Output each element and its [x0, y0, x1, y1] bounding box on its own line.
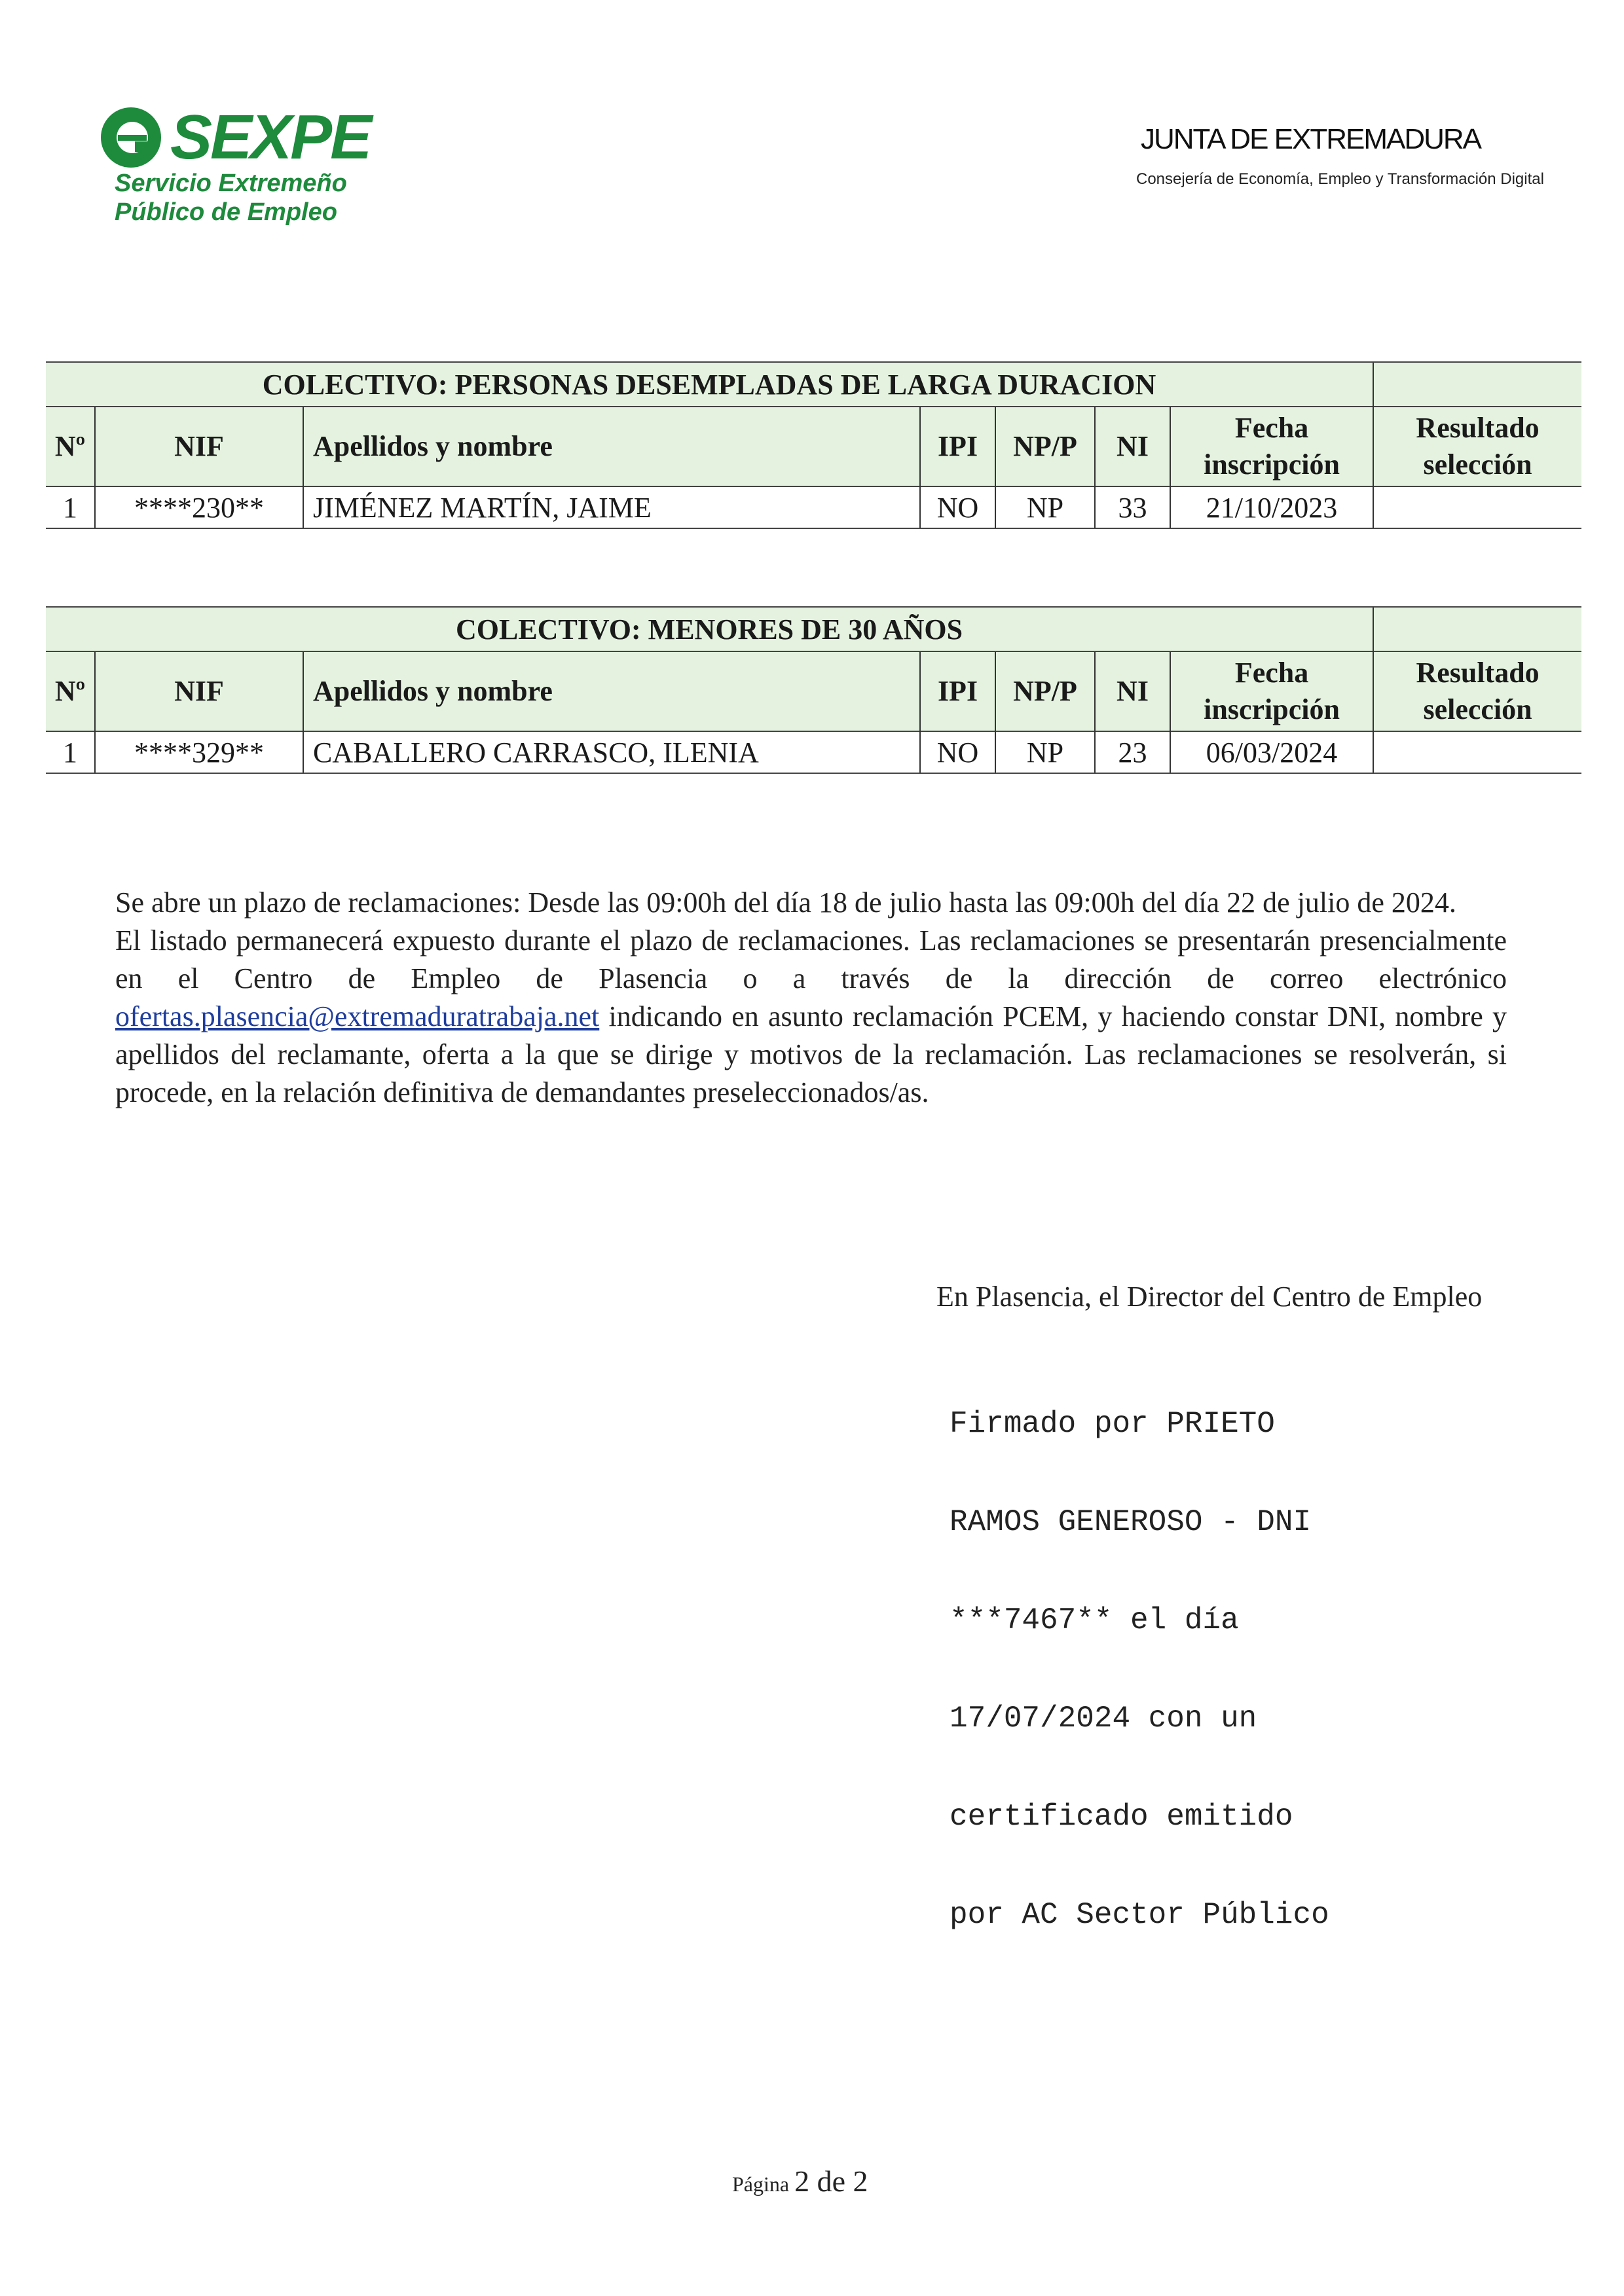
page-num: 2 de 2	[794, 2164, 868, 2198]
col-n: Nº	[46, 651, 95, 731]
col-n: Nº	[46, 407, 95, 486]
table-row	[46, 731, 1581, 773]
signature-line: RAMOS GENEROSO - DNI	[950, 1505, 1312, 1539]
col-ipi: IPI	[920, 407, 995, 486]
col-resultado-line1: Resultado	[1416, 657, 1540, 689]
table-title-spacer	[1373, 607, 1581, 651]
col-fecha-line1: Fecha	[1234, 412, 1309, 444]
notice-p2-start: El listado permanecerá expuesto durante el plazo de reclamaciones. Las reclamaciones se presentarán presencialmente en el Centro de Empleo de Plasencia o a través de la dirección de correo electrónico	[115, 924, 1507, 994]
col-fecha	[1170, 407, 1373, 486]
cell-npp: NP	[995, 731, 1095, 773]
col-resultado-line2: selección	[1423, 693, 1532, 725]
col-npp: NP/P	[995, 407, 1095, 486]
cell-ni: 23	[1095, 731, 1170, 773]
col-ni: NI	[1095, 651, 1170, 731]
cell-ipi: NO	[920, 486, 995, 528]
email-link[interactable]: ofertas.plasencia@extremaduratrabaja.net	[115, 1000, 600, 1032]
table-larga-duracion	[46, 361, 1581, 529]
cell-fecha: 06/03/2024	[1170, 731, 1373, 773]
signature-place-line: En Plasencia, el Director del Centro de Empleo	[936, 1281, 1483, 1313]
sexpe-logo	[98, 98, 371, 229]
logo-sub-line-1: Servicio Extremeño	[115, 170, 347, 197]
cell-npp: NP	[995, 486, 1095, 528]
signature-line: Firmado por PRIETO	[950, 1407, 1275, 1441]
col-ni: NI	[1095, 407, 1170, 486]
cell-ni: 33	[1095, 486, 1170, 528]
digital-signature-block	[950, 1342, 1329, 1964]
cell-ipi: NO	[920, 731, 995, 773]
col-ipi: IPI	[920, 651, 995, 731]
signature-line: certificado emitido	[950, 1800, 1293, 1834]
signature-line: 17/07/2024 con un	[950, 1702, 1257, 1736]
page-number	[732, 2164, 868, 2198]
col-nombre: Apellidos y nombre	[303, 651, 920, 731]
cell-nif: ****329**	[95, 731, 303, 773]
col-npp: NP/P	[995, 651, 1095, 731]
col-resultado	[1373, 407, 1581, 486]
col-fecha	[1170, 651, 1373, 731]
notice-text	[115, 884, 1507, 1112]
col-resultado-line1: Resultado	[1416, 412, 1540, 444]
logo-subtitle	[115, 169, 347, 227]
table-title: COLECTIVO: PERSONAS DESEMPLADAS DE LARGA DURACION	[46, 362, 1373, 407]
table-menores-30	[46, 606, 1581, 774]
table-title: COLECTIVO: MENORES DE 30 AÑOS	[46, 607, 1373, 651]
logo-name: SEXPE	[170, 102, 371, 172]
table-title-spacer	[1373, 362, 1581, 407]
col-fecha-line1: Fecha	[1234, 657, 1309, 689]
col-fecha-line2: inscripción	[1204, 693, 1340, 725]
cell-resultado	[1373, 486, 1581, 528]
col-nombre: Apellidos y nombre	[303, 407, 920, 486]
cell-n: 1	[46, 731, 95, 773]
col-resultado-line2: selección	[1423, 448, 1532, 481]
col-fecha-line2: inscripción	[1204, 448, 1340, 481]
logo-sub-line-2: Público de Empleo	[115, 198, 337, 226]
cell-n: 1	[46, 486, 95, 528]
signature-line: por AC Sector Público	[950, 1898, 1329, 1932]
cell-nif: ****230**	[95, 486, 303, 528]
sexpe-e-icon	[98, 105, 164, 170]
notice-p2-end: indicando en asunto reclamación PCEM, y haciendo constar DNI, nombre y apellidos del reclamante, oferta a la que se dirige y motivos de la reclamación. Las reclamaciones se resolverán, si procede, en la relación definitiva de demandantes preseleccionados/as.	[115, 1000, 1507, 1108]
cell-fecha: 21/10/2023	[1170, 486, 1373, 528]
cell-nombre: JIMÉNEZ MARTÍN, JAIME	[303, 486, 920, 528]
col-resultado	[1373, 651, 1581, 731]
junta-subtitle: Consejería de Economía, Empleo y Transformación Digital	[1136, 170, 1544, 188]
col-nif: NIF	[95, 651, 303, 731]
notice-paragraph-2	[115, 922, 1507, 1112]
col-nif: NIF	[95, 407, 303, 486]
cell-nombre: CABALLERO CARRASCO, ILENIA	[303, 731, 920, 773]
page-label: Página	[732, 2172, 790, 2196]
table-row	[46, 486, 1581, 528]
notice-paragraph-1: Se abre un plazo de reclamaciones: Desde las 09:00h del día 18 de julio hasta las 09:00h del día 22 de julio de 2024.	[115, 886, 1456, 919]
junta-title: JUNTA DE EXTREMADURA	[1141, 123, 1481, 155]
signature-line: ***7467** el día	[950, 1603, 1239, 1637]
cell-resultado	[1373, 731, 1581, 773]
